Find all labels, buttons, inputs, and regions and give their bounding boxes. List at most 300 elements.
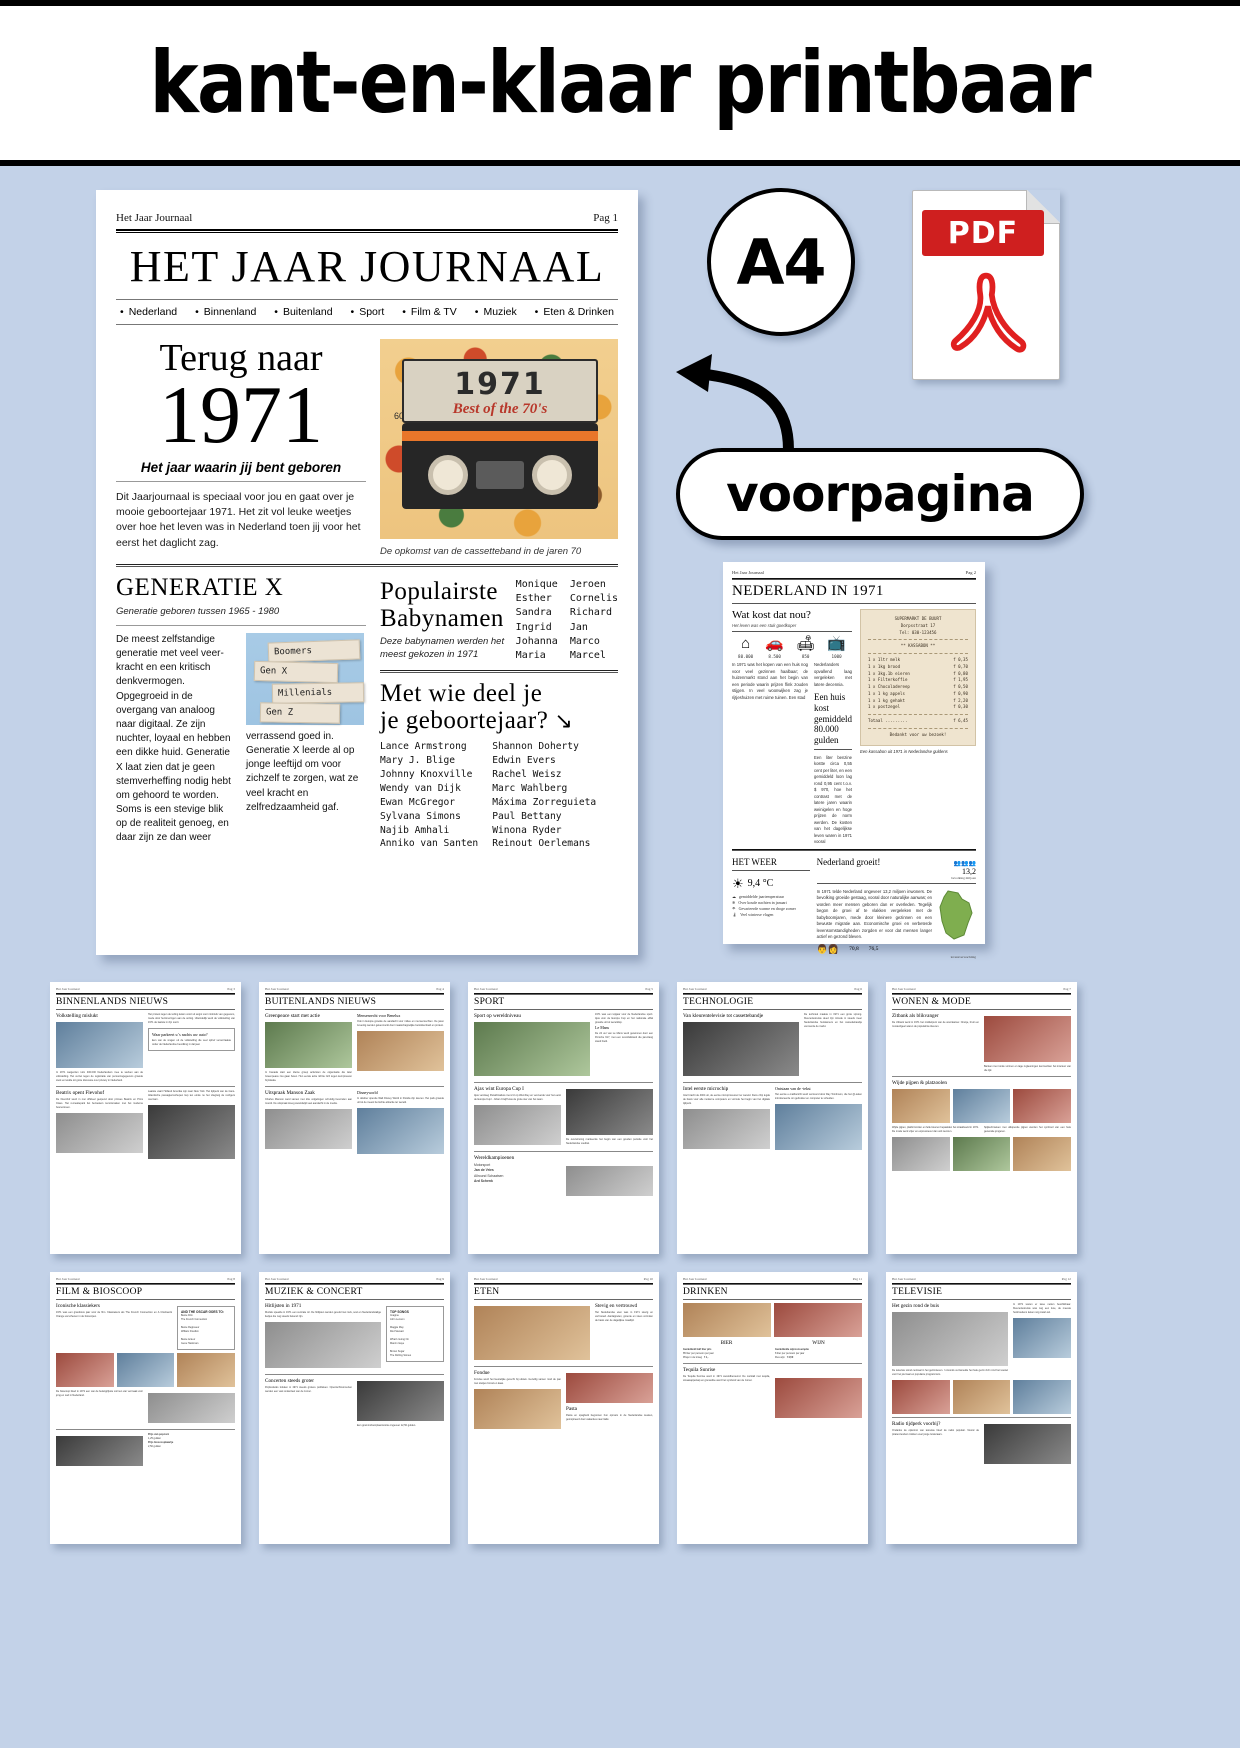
thumb-title: FILM & BIOSCOOP [56,1287,143,1297]
thumb-photo [953,1089,1011,1123]
receipt-item-name: 1 x 1kg brood [868,663,901,669]
thumb-photo [265,1109,352,1149]
thumb-photo [1013,1318,1071,1358]
thumb-body: Het Nederlandse eten was in 1971 stevig en vertrouwd. Aardappelen, groente en vlees vormden de basis van de dagelijkse maaltijd. [595,1311,653,1322]
thumb-title: DRINKEN [683,1287,728,1297]
baby-name-girl: Sandra [515,607,552,619]
weather-temperature: 9,4 °C [747,878,774,890]
thumb-body: In oktober opende Walt Disney World in Florida zijn deuren. Het park groeide uit tot de meest bezochte attractie ter wereld. [357,1097,444,1104]
page2-kosten-section [732,609,852,846]
thumb-headline: Stevig en vertrouwd [595,1303,638,1309]
thumb-price-line: Fles wijn f 4,50 [775,1356,794,1359]
a4-format-badge [707,188,855,336]
hero-divider [116,481,366,482]
thumb-page-number: Pag 4 [436,987,444,991]
thumbnail-page-8[interactable] [50,1272,241,1544]
receipt-footer: Bedankt voor uw bezoek! [889,731,947,737]
thumb-photo [892,1312,1008,1366]
baby-name-girl: Johanna [515,635,558,647]
thumbnail-page-7[interactable] [886,982,1077,1254]
receipt-divider-2 [868,653,968,654]
celebrity-name: Paul Bettany [492,810,562,822]
thumb-section-separator [474,1366,653,1367]
thumb-photo [1013,1380,1071,1414]
receipt-item-name: 1 x Filterkoffie [868,677,908,683]
receipt-item-name: 1 x 1ltr melk [868,657,901,662]
geboortejaar-lists [380,740,618,851]
thumb-photo [148,1105,235,1159]
receipt-item-price: f 0,90 [953,690,968,696]
thumb-body: De bioscoop bleef in 1971 een van de belangrijkste vormen van vermaak voor jong en oud in Nederland. [56,1390,143,1397]
thumb-rule [474,993,653,995]
thumb-body: De 24 uur van Le Mans werd gewonnen door een Porsche 917, met een recordafstand die jarenlang stand hield. [595,1032,653,1043]
generatie-x-column-1: De meest zelfstandige generatie met veel veer-kracht en een kritisch denkvermogen. Opgegroeid in de overgang van analoog naar digitaal. Ze zijn nuchter, loyaal en hebben een dikke huid. Generatie X laat zien dat je geen stemverheffing nodig hebt om gehoord te worden. Soms is een stevige blik op de realiteit genoeg, en daar zijn ze dan weer [116,633,231,844]
male-female-icon: 👨👩 [816,943,840,954]
thumb-price-line: Prijs van popcorn 1,25 gulden [148,1433,170,1440]
receipt-item-name: 1 x Chocoladereep [868,684,910,689]
thumb-title: WONEN & MODE [892,997,972,1007]
thumb-running-head: Het Jaar Journaal [56,1277,80,1281]
receipt-item-price: f 2,20 [953,697,968,703]
baby-name-boy: Cornelis [569,593,618,605]
block-boomers: Boomers [268,639,361,662]
receipt-phone: Tel: 030-123456 [899,629,937,635]
thumb-photo [774,1303,862,1337]
voorpagina-callout [676,448,1084,540]
baby-name-girl: Esther [515,593,552,605]
weather-row: gemiddelde jaartemperatuur [739,893,784,899]
pdf-label: PDF [922,210,1044,256]
thumbnail-page-6[interactable] [677,982,868,1254]
geboortejaar-column-2 [492,740,596,851]
thumb-photo-row [683,1303,862,1337]
thumb-body: Intel bracht de 4004 uit, de eerste microprocessor ter wereld. Deze chip legde de basis voor alle moderne computers en vormde het begin van het digitale tijdperk. [683,1094,770,1105]
celebrity-name: Anniko van Santen [380,838,479,850]
thumb-photo [56,1436,143,1466]
thumbnail-grid-row-2 [50,1272,1077,1544]
thumbnail-grid-row-1 [50,982,1077,1254]
thumb-headline: Iconische klassiekers [56,1303,100,1309]
groeit-text: In 1971 telde Nederland ongeveer 13,2 miljoen inwoners. De bevolking groeide gestaag, vooral door naturalijke aanwas; en worden meer mensen geboren dan er overleden. Tegelijk begon de groei af te vlakken vergeleken met de babyboomjaren, mede door kleinere gezinnen en een bewuste migratie aan. Economische groei en verbeterde levensomstandigheden zorgden er voor dat mensen langer actief en gezond bleven. [816,888,932,940]
car-price: 8.500 [768,654,781,659]
thumb-page-number: Pag 10 [643,1277,653,1281]
kosten-text-2: Nederlanders opvallend laag vergeleken met latere decennia. [814,662,852,687]
top-songs-list: Imagine John Lennon Maggie May Rod Stewart What's Going On Marvin Gaye Brown Sugar The Rolling Stones [390,1314,412,1357]
nav-item-binnenland[interactable]: • Binnenland [195,306,256,318]
celebrity-name: Lance Armstrong [380,741,467,753]
weather-detail-rows [732,894,810,918]
receipt-divider-3 [868,714,968,715]
thumb-page-number: Pag 7 [1063,987,1071,991]
baby-name-boy: Marcel [569,649,606,661]
thumb-title-divider [892,1299,1071,1300]
receipt-line-item [868,671,968,678]
generatie-x-divider [116,625,366,626]
cassette-reel-left [428,455,468,495]
thumb-body: Laatste vaart Holland Amerika Lijn naar New York. Het tijdperk van de trans-Atlantische passagiersschepen liep ten einde nu het vliegtuig de reizigers overnam. [148,1090,235,1101]
baby-name-boy: Jeroen [569,579,606,590]
thumb-running-head: Het Jaar Journaal [683,1277,707,1281]
sofa-price: 850 [801,654,810,659]
thumb-body: Ook in Europa groeide de aandacht voor milieu en mensenrechten. De jaren zeventig werden gekenmerkt door maatschappelijke betrokkenheid en protest. [357,1020,444,1027]
thumbnail-page-9[interactable] [259,1272,450,1544]
thumb-headline: Sport op wereldniveau [474,1013,521,1019]
nav-item-buitenland[interactable]: • Buitenland [274,306,332,318]
banner-title: kant-en-klaar printbaar [149,33,1091,133]
groeit-body [817,889,976,941]
thumb-body: De techniek maakte in 1971 een grote sprong. Kleurentelevisie deed zijn intrede in steeds meer Nederlandse huiskamers en het cassettebandje veroverde de markt. [804,1013,862,1028]
thumb-title-divider [56,1299,235,1300]
thumb-running-head: Het Jaar Journaal [474,1277,498,1281]
hero-subtitle: Het jaar waarin jij bent geboren [140,460,342,476]
front-page-running-head-row [116,212,618,224]
thumb-title: TELEVISIE [892,1287,943,1297]
page2-columns [732,609,976,846]
babynamen-heading-line2: Babynamen [380,605,504,632]
thumb-photo [953,1380,1011,1414]
thumb-body: De zitbank werd in 1971 het middelpunt van de woonkamer. Oranje, bruin en mosterdgeel waren de populairste kleuren. [892,1021,979,1028]
groeit-divider [817,883,976,884]
thumb-photo [683,1109,770,1149]
thumb-headline: Mensenrecht voor Benelux [357,1013,401,1018]
kosten-text-3: Een liter benzine kostte circa 0,55 cent per liter, en een gemiddeld loon lag rond 0,95 cent t.o.v. $ 970, hoe het contrast met de latere jaren waarin weinigelen en hoge prijzen de norm werden. De kosten van het dagelijkse leven waren in 1971 vooral [814,754,852,845]
receipt-line-item [868,704,968,711]
cloud-icon: ☁ [732,893,736,899]
cassette-window [476,461,524,489]
thumb-body: In 1971 waren er twee netten beschikbaar. Kleurentelevisie was nog een luxe, de meeste huishoudens keken nog zwart-wit. [1013,1303,1071,1314]
thumb-photo [566,1373,653,1403]
hero-section [116,339,618,557]
thumb-photo [148,1393,235,1423]
generatie-x-subheading: Generatie geboren tussen 1965 - 1980 [116,606,280,617]
kosten-text-columns [732,662,852,846]
thumb-headline: Zitbank als blikvanger [892,1013,939,1019]
generatie-x-column-2: verrassend goed in. Generatie X leerde al op jonge leeftijd om voor zichzelf te zorgen, wat ze veel kracht en zelfredzaamheid gaf. [246,730,359,813]
thumb-price-line: Gemiddelde wijnconsumptie 8 liter per persoon per jaar [775,1348,809,1355]
thumb-photo-row [892,1380,1071,1414]
celebrity-name: Wendy van Dijk [380,782,461,794]
thumb-body: Wijde pijpen, platformzolen en felle kleuren bepaalden het straatbeeld in 1971. De mode werd vrijer en expressiever dan ooit tevoren. [892,1126,979,1133]
thumb-body: Het eerste e-mailbericht werd verstuurd door Ray Tomlinson, die het @-teken introduceerde om gebruiker en computer te scheiden. [775,1093,862,1100]
thumb-title-divider [265,1299,444,1300]
thumb-body: Muziek speelde in 1971 een centrale rol. De hitlijsten werden gevuld met rock, soul en Nederlandstalige liedjes die nog steeds bekend zijn. [265,1311,381,1318]
receipt-item-price: f 0,70 [953,663,968,669]
thumb-photo [474,1389,561,1429]
kosten-icon-item [765,637,784,659]
weather-heading: HET WEER [732,856,777,867]
block-gen-x: Gen X [254,661,338,683]
geboortejaar-section [380,680,618,851]
celebrity-name: Máxima Zorreguieta [492,796,597,808]
thumb-photo-row-2 [892,1137,1071,1171]
cassette-body [402,423,598,509]
weather-row: Veel winterse vlagen [740,911,774,917]
generations-blocks-photo [246,633,364,725]
baby-name-girl: Maria [515,649,546,661]
thumb-photo [984,1424,1071,1464]
thumb-title: BINNENLANDS NIEUWS [56,997,169,1007]
thumb-photo [56,1113,143,1153]
thumb-body: Fondue werd het feestelijke gerecht bij uitstek. Gezellig samen rond de pan met stukjes brood en kaas. [474,1378,561,1385]
thumb-headline: Wereldkampioenen [474,1155,515,1161]
celebrity-name: Edwin Evers [492,755,556,767]
thumb-body: Het protest tegen de telling kwam voort uit angst voor misbruik van gegevens, mede door herinneringen aan de oorlog. Uiteindelijk werd de volkstelling van 1971 de laatste in zijn soort. [148,1013,235,1024]
nav-item-eten-drinken[interactable]: • Eten & Drinken [535,306,614,318]
thumb-sidebar-box [148,1028,235,1051]
kosten-icon-item [827,637,846,659]
cassette-title-label: Best of the 70's [452,401,548,417]
thumb-photo [357,1031,444,1071]
thumb-body: 1971 was een topjaar voor de Nederlandse sport. Ajax won de Europa Cup en het nationale elftal groeide uit tot wereldtop. [595,1013,653,1024]
thumb-photo-row [892,1089,1071,1123]
thumb-running-head: Het Jaar Journaal [265,987,289,991]
thumb-movie-poster [56,1353,114,1387]
nav-item-muziek[interactable]: • Muziek [475,306,517,318]
thumb-section-separator [474,1082,653,1083]
thumb-body: De Tequila Sunrise werd in 1971 wereldberoemd. De cocktail met tequila, sinaasappelsap en grenadine werd het symbool van de zomer. [683,1375,770,1382]
thumb-headline: Concerten steeds groter [265,1378,314,1384]
babynamen-heading-line1: Populairste [380,578,498,605]
thumb-champion-name: Motorsport Jan de Vries [474,1163,494,1173]
generatie-x-section [116,574,366,851]
thumb-photo [56,1022,143,1068]
thumb-photo [1013,1137,1071,1171]
thumbnail-page-5[interactable] [468,982,659,1254]
thumb-title: BUITENLANDS NIEUWS [265,997,377,1007]
receipt-item-price: f 0,50 [953,684,968,689]
thumb-headline: Pasta [566,1406,577,1412]
top-songs-box [386,1306,444,1362]
nav-item-film-tv[interactable]: • Film & TV [402,306,457,318]
population-value: 13,2 [962,866,976,876]
block-millenials: Millenials [272,682,364,704]
thumb-body: Een grammofoonplaat kostte ongeveer 12,50 gulden. [357,1424,416,1427]
thumbnail-page-10[interactable] [468,1272,659,1544]
population-label: bevolking miljoen [951,875,976,880]
thumb-photo [683,1303,771,1337]
top-songs-heading: TOP SONGS [390,1310,409,1314]
thumbnail-page-4[interactable] [259,982,450,1254]
thumb-photo [474,1105,561,1145]
weather-divider [732,870,810,871]
page2-title: NEDERLAND IN 1971 [732,583,884,599]
rain-icon: ☂ [732,905,736,911]
receipt-item-name: 1 x 1 kg gehakt [868,697,905,703]
thumb-running-head: Het Jaar Journaal [892,987,916,991]
thumb-photo [892,1089,950,1123]
acrobat-swoosh-icon [938,268,1034,364]
thumb-title-divider [683,1009,862,1010]
thumb-body: Ajax versloeg Panathinaikos met 2-0 op Wembley en veroverde voor het eerst de Europa Cup I. Johan Cruijff was de grote ster van het team. [474,1094,561,1101]
celebrity-name: Shannon Doherty [492,741,579,753]
generatie-x-body [116,633,366,846]
section-divider-top [116,564,618,567]
thumb-title: ETEN [474,1287,500,1297]
thumbnail-page-12[interactable] [886,1272,1077,1544]
receipt-item-price: f 0,30 [953,704,968,710]
thumb-photo [892,1137,950,1171]
thumb-headline: Disneyworld [357,1090,378,1095]
thumb-body: Banken met ronde vormen en lage rugleuningen kenmerkten het interieur van die tijd. [984,1065,1071,1072]
right-column-sections [380,574,618,851]
receipt-item-price: f 0,35 [953,657,968,662]
tv-icon: 📺 [827,636,846,652]
thumb-box-heading: Waar parkeert u 's nachts uw auto? [152,1032,208,1037]
thumb-body: In 1971 weigerden ruim 400.000 Nederlanders mee te werken aan de volkstelling. Het verzet tegen de registratie van persoonsgegevens groeide sterk en leidde tot grote discussie over privacy in Nederland. [56,1071,143,1082]
geboortejaar-column-1 [380,740,478,851]
thumb-movie-poster [117,1353,175,1387]
hero-image-caption: De opkomst van de cassetteband in de jaren 70 [380,546,582,557]
hero-year: 1971 [159,369,323,461]
celebrity-name: Rachel Weisz [492,768,562,780]
thumb-body: Spijkerbroeken met uitlopende pijpen werden het symbool van een hele generatie jongeren. [984,1126,1071,1133]
babynamen-heading-block [380,578,506,663]
receipt-line-item [868,691,968,698]
page2-running-head-row [732,570,976,575]
thumb-headline: Ajax wint Europa Cup I [474,1086,524,1092]
thumb-rule [56,993,235,995]
thumb-page-number: Pag 12 [1061,1277,1071,1281]
kosten-icon-row [732,637,852,659]
thermometer-icon: 🌡 [732,911,738,917]
thumb-photo [566,1166,653,1196]
snowflake-icon: ❄ [732,899,736,905]
page-number: Pag 1 [593,212,618,224]
thumb-headline: Intel eerste microchip [683,1086,729,1092]
geboortejaar-divider [380,670,618,673]
kosten-text-1: In 1971 was het kopen van een huis nog voor veel gezinnen haalbaar; de huizenmarkt stond aan het begin van een periode waarin prijzen flink zouden stijgen. In veel woonwijken zag je rijtjeshuizen met ruime tuinen. Een stad [732,662,808,700]
thumb-page-number: Pag 9 [436,1277,444,1281]
thumb-title-divider [56,1009,235,1010]
thumb-headline: Tequila Sunrise [683,1367,716,1373]
nav-item-sport[interactable]: • Sport [351,306,385,318]
page2-rule [732,578,976,580]
receipt-item-price: f 0,80 [953,670,968,676]
kosten-icon-item [796,637,815,659]
receipt-total-label: Totaal ......... [868,718,908,723]
thumb-title: TECHNOLOGIE [683,997,754,1007]
male-life-expectancy: 70,8 [849,946,859,953]
thumb-page-number: Pag 6 [854,987,862,991]
thumb-title-divider [474,1009,653,1010]
thumb-poster-row [56,1353,235,1387]
thumb-rule [265,1283,444,1285]
thumb-photo [775,1378,862,1418]
babynamen-subheading: Deze babynamen werden het meest gekozen in 1971 [380,636,505,660]
cassette-tape-photo [380,339,618,539]
thumb-body: Pasta en spaghetti begonnen hun opmars in de Nederlandse keuken, geïnspireerd door vakanties naar Italië. [566,1414,653,1421]
weather-row: Over koude nachten in januari [738,899,787,905]
babynamen-section [380,578,618,663]
cassette-stripe [402,431,598,441]
kosten-subheading: Het leven was een stuk goedkoper [732,623,797,628]
weather-row: Gevarieerde warme en droge zomer [738,905,796,911]
thumb-photo [984,1016,1071,1062]
hero-intro-text: Dit Jaarjournaal is speciaal voor jou en gaat over je mooie geboortejaar 1971. Het zit vol leuke weetjes over hoe het leven was in Nederland toen jij voor het eerst het daglicht zag. [116,491,361,549]
thumb-running-head: Het Jaar Journaal [892,1277,916,1281]
thumb-running-head: Het Jaar Journaal [265,1277,289,1281]
receipt-item-name: 1 x 1 kg appels [868,690,905,696]
nav-item-nederland[interactable]: • Nederland [120,306,177,318]
thumb-body: In Canada start een kleine groep activisten de organisatie die later Greenpeace zou gaan heten. Hun eerste actie richtte zich tegen kernproeven bij Alaska. [265,1071,352,1082]
hero-image-column [380,339,618,557]
oscar-list: Beste Film The French Connection Beste Regisseur William Friedkin Beste Acteur Gene Hackman [181,1314,208,1345]
thumb-section-separator [683,1363,862,1364]
page2-preview[interactable] [723,562,985,959]
thumb-photo [566,1089,653,1135]
groeit-heading: Nederland groeit! [816,856,881,867]
hero-kicker: Terug naar [159,337,323,379]
celebrity-name: Marc Wahlberg [492,782,568,794]
masthead-title: HET JAAR JOURNAAL [129,242,605,291]
celebrity-name: Mary J. Blige [380,755,456,767]
thumb-body: De Flevohof werd in mei officieel geopend door prinses Beatrix en Prins Claus. Het recreatiepark liet bezoekers kennismaken met het moderne boerenleven. [56,1098,143,1109]
front-page-preview[interactable] [96,190,638,955]
thumb-page-number: Pag 11 [852,1277,862,1281]
receipt-line-item [868,677,968,684]
thumbnail-page-3[interactable] [50,982,241,1254]
babynamen-lists [516,578,618,663]
masthead-rule [116,229,618,233]
female-life-expectancy: 76,5 [868,946,879,953]
thumb-headline: Beatrix opent Flevohof [56,1090,105,1096]
thumb-price-line: Gemiddeld half liter pils 85 liter per persoon per jaar [683,1348,714,1355]
thumb-photo [474,1306,590,1360]
geboortejaar-heading-line2: je geboortejaar? [380,707,549,735]
cassette-year-label: 1971 [454,367,546,402]
people-icon: 👥👥👥 [953,860,976,867]
thumb-champion-name: Allround Schaatsen Ard Schenk [474,1173,504,1184]
thumb-section-separator [265,1086,444,1087]
thumb-headline: Le Mans [595,1025,610,1030]
block-gen-z: Gen Z [260,702,340,723]
receipt-caption: Een kassabon uit 1971 in Nederlandse guldens [860,748,948,754]
celebrity-name: Sylvana Simons [380,810,461,822]
thumb-rule [683,1283,862,1285]
page2-receipt-section [860,609,976,846]
oscar-box-heading: AND THE OSCAR GOES TO: [181,1310,224,1314]
thumb-rule [56,1283,235,1285]
thumb-body: De overwinning markeerde het begin van een gouden periode voor het Nederlandse voetbal. [566,1138,653,1145]
sofa-icon: 🛋 [796,636,816,652]
receipt-item-name: 1 x 3kg.1b eieren [868,670,910,676]
thumb-title-divider [683,1299,862,1300]
thumb-headline: Het gezin rond de buis [892,1303,939,1309]
car-icon: 🚗 [765,636,784,652]
thumb-price-line: Pilsje in de kroeg f 1,- [683,1356,709,1359]
sun-icon: ☀ [732,875,744,891]
thumbnail-page-11[interactable] [677,1272,868,1544]
receipt-divider-1 [868,639,968,640]
thumb-box-body: Een van de vragen uit de volkstelling die veel ophef veroorzaakte onder de Nederlandse bevolking in dat jaar. [152,1039,231,1046]
thumb-running-head: Het Jaar Journaal [474,987,498,991]
thumb-photo [265,1022,352,1068]
thumb-section-separator [892,1417,1071,1418]
cassette-label [402,359,598,423]
thumb-photo [683,1022,799,1076]
page2-lower-sections [732,857,976,959]
kosten-highlight: Een huis kost gemiddeld 80.000 gulden [814,692,852,746]
voorpagina-label: voorpagina [726,465,1034,523]
kosten-highlight-divider [814,749,852,750]
thumb-title-divider [265,1009,444,1010]
thumb-photo [892,1380,950,1414]
receipt-line-item [868,664,968,671]
house-price: 80.000 [738,654,754,659]
thumb-body: De televisie stond centraal in het gezinsleven. 's Avonds verzamelde het hele gezin zich rond het toestel voor het journaal en populaire programma's. [892,1369,1008,1376]
thumb-rule [265,993,444,995]
thumb-rule [892,1283,1071,1285]
